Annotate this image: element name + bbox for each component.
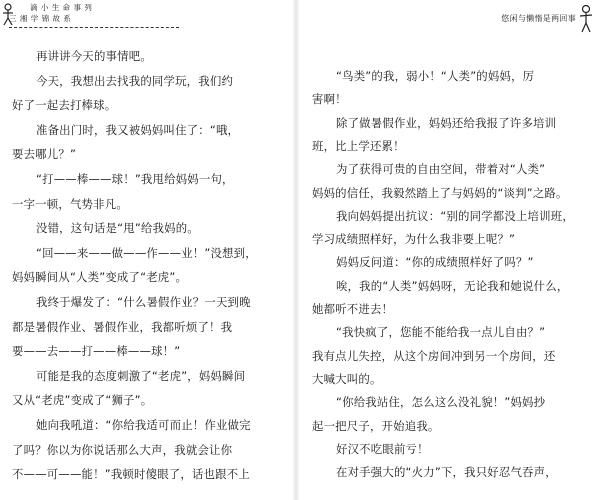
series-name-line-1: 滴 小 生 命 事 列 — [30, 3, 93, 12]
text-line: 又从“老虎”变成了“狮子”。 — [12, 393, 153, 408]
left-page-header — [0, 0, 180, 30]
text-line: 妈妈反问道：“你的成绩照样好了吗？” — [336, 255, 534, 270]
text-line: 学习成绩照样好，为什么我非要上呢？” — [312, 232, 516, 247]
text-line: “打——棒——球！”我甩给妈妈一句， — [36, 172, 234, 186]
text-line: 除了做暑假作业，妈妈还给我报了许多培训 — [336, 115, 557, 130]
text-line: 了吗？你以为你说话那么大声，我就会让你 — [12, 442, 233, 457]
left-page — [0, 0, 266, 500]
text-line: “我快疯了，您能不能给我一点儿自由？” — [336, 325, 546, 340]
book-gutter — [292, 0, 300, 500]
text-line: 再讲讲今天的事情吧。 — [36, 49, 152, 63]
text-line: 大喊大叫的。 — [312, 371, 382, 386]
text-line: 为了获得可贵的自由空间，带着对“人类” — [336, 162, 546, 177]
text-line: 妈妈瞬间从“人类”变成了“老虎”。 — [12, 270, 188, 285]
text-line: 我有点儿失控，从这个房间冲到另一个房间，还 — [312, 348, 556, 363]
text-line: 唉，我的“人类”妈妈呀，无论我和她说什么， — [336, 278, 569, 293]
header-divider — [9, 27, 179, 28]
text-line: 我终于爆发了：“什么暑假作业？一天到晚 — [36, 295, 251, 309]
text-line: 没错，这句话是“甩”给我妈的。 — [36, 221, 199, 236]
text-line: 都是暑假作业、暑假作业，我都听烦了！我 — [12, 319, 233, 334]
text-line: 好汉不吃眼前亏！ — [336, 441, 429, 456]
text-line: 在对手强大的“火力”下，我只好忍气吞声， — [336, 465, 557, 480]
text-line: 害啊！ — [312, 92, 347, 107]
series-name-line-2: 三 湘 学 锦 故 系 — [9, 14, 72, 23]
text-line: 妈妈的信任，我毅然踏上了与妈妈的“谈判”之路。 — [312, 185, 568, 200]
text-line: 我向妈妈提出抗议：“别的同学都没上培训班， — [336, 208, 574, 223]
text-line: 好了一起去打棒球。 — [12, 98, 117, 113]
text-line: “鸟类”的我，弱小！“人类”的妈妈，厉 — [336, 69, 535, 83]
right-page-header — [424, 0, 594, 36]
text-line: 她向我吼道：“你给我适可而止！作业做完 — [36, 418, 251, 432]
text-line: 要去哪儿？” — [12, 147, 77, 162]
right-page — [300, 0, 600, 500]
text-line: 可能是我的态度刺激了“老虎”，妈妈瞬间 — [36, 368, 246, 383]
text-line: 起一把尺子，开始追我。 — [312, 418, 440, 433]
text-line: 不——可——能！”我顿时傻眼了，话也跟不上 — [12, 467, 250, 482]
text-line: 今天，我想出去找我的同学玩，我们约 — [36, 73, 234, 88]
text-line: 她都听不进去！ — [312, 302, 394, 316]
text-line: 准备出门时，我又被妈妈叫住了：“哦， — [36, 122, 240, 137]
stick-figure-icon — [579, 4, 593, 34]
text-line: 班，比上学还累！ — [312, 138, 405, 153]
text-line: “回——来——做——作——业！”没想到， — [36, 245, 257, 260]
text-line: 一字一顿，气势非凡。 — [12, 196, 128, 211]
text-line: 要——去——打——棒——球！” — [12, 344, 181, 359]
chapter-title: 悠闲与懒惰是两回事 — [501, 14, 576, 23]
text-line: “你给我站住，怎么这么没礼貌！”妈妈抄 — [336, 395, 546, 410]
